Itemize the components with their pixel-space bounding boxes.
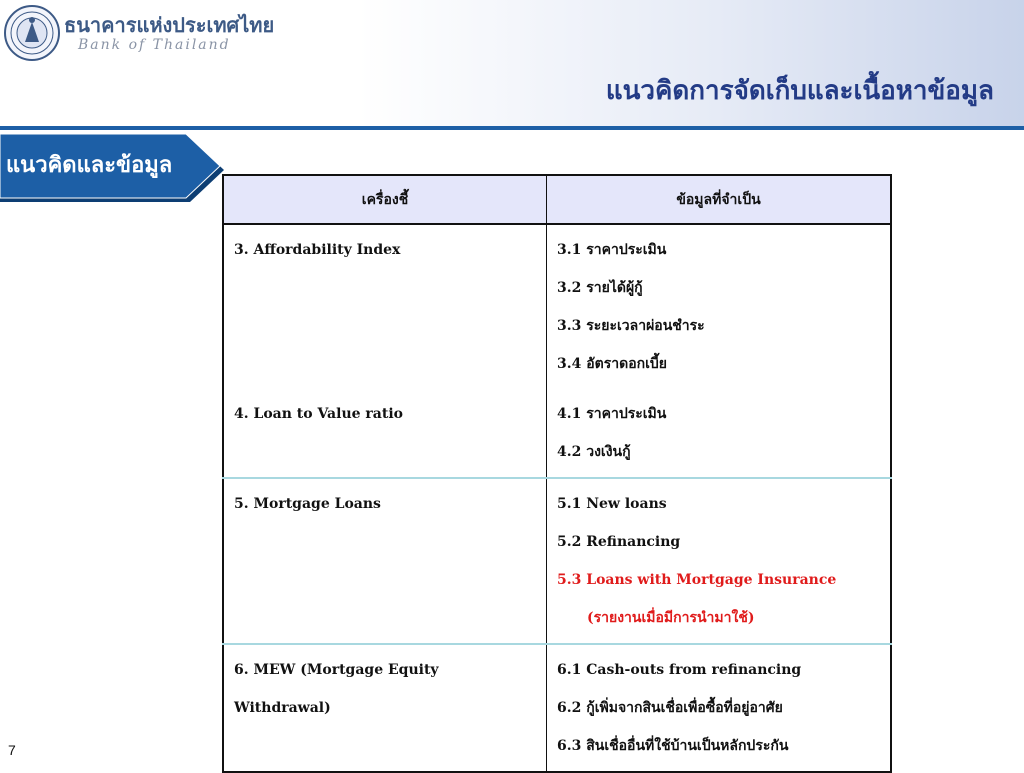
table-header-indicator: เครื่องชี้	[223, 175, 547, 224]
bank-seal-icon	[3, 4, 61, 62]
table-row	[223, 478, 891, 644]
table-row	[223, 224, 891, 389]
data-item: (รายงานเมื่อมีการนำมาใช้)	[587, 610, 755, 626]
table-row	[223, 389, 891, 478]
table-row	[223, 644, 891, 772]
data-item: 3.1 ราคาประเมิน	[557, 242, 667, 258]
required-data-cell	[547, 389, 892, 478]
data-item: 5.3 Loans with Mortgage Insurance	[557, 572, 837, 588]
section-tab-label: แนวคิดและข้อมูล	[6, 153, 173, 178]
table-header-row	[223, 175, 891, 224]
data-item: 4.1 ราคาประเมิน	[557, 406, 667, 422]
bank-name-thai: ธนาคารแห่งประเทศไทย	[64, 13, 275, 37]
data-item: 5.2 Refinancing	[557, 534, 681, 550]
table-header-required-data: ข้อมูลที่จำเป็น	[547, 175, 892, 224]
indicator-text: 4. Loan to Value ratio	[234, 406, 403, 422]
required-data-cell	[547, 478, 892, 644]
bank-name-english: Bank of Thailand	[78, 37, 231, 53]
data-item: 4.2 วงเงินกู้	[557, 444, 631, 460]
slide-number: 7	[8, 742, 16, 758]
indicator-text: 3. Affordability Index	[234, 242, 401, 258]
data-item: 5.1 New loans	[557, 496, 667, 512]
required-data-cell	[547, 644, 892, 772]
page-title: แนวคิดการจัดเก็บและเนื้อหาข้อมูล	[605, 76, 994, 106]
data-item: 3.3 ระยะเวลาผ่อนชำระ	[557, 318, 705, 334]
table-body	[223, 224, 891, 772]
indicator-text: Withdrawal)	[234, 700, 331, 716]
header-divider	[0, 126, 1024, 130]
required-data-cell	[547, 224, 892, 389]
data-item: 3.2 รายได้ผู้กู้	[557, 280, 643, 296]
indicator-text: 6. MEW (Mortgage Equity	[234, 662, 439, 678]
indicator-cell	[223, 224, 547, 389]
data-item: 6.1 Cash-outs from refinancing	[557, 662, 802, 678]
data-item: 3.4 อัตราดอกเบี้ย	[557, 356, 667, 372]
indicator-cell	[223, 644, 547, 772]
indicator-text: 5. Mortgage Loans	[234, 496, 381, 512]
indicator-table	[222, 174, 892, 773]
data-item: 6.2 กู้เพิ่มจากสินเชื่อเพื่อซื้อที่อยู่อาศัย	[557, 700, 783, 716]
indicator-cell	[223, 389, 547, 478]
indicator-cell	[223, 478, 547, 644]
data-item: 6.3 สินเชื่ออื่นที่ใช้บ้านเป็นหลักประกัน	[557, 738, 789, 754]
